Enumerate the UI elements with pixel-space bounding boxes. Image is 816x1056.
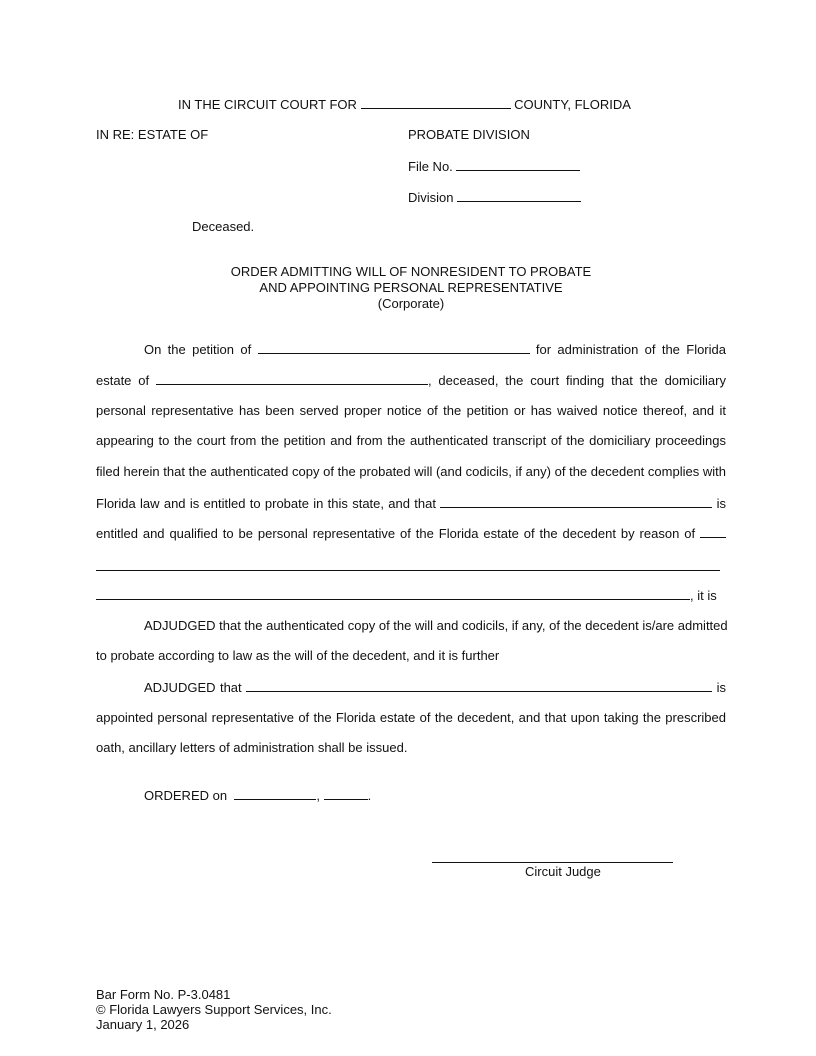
estate-of-text: estate of [96,373,150,388]
date-comma: , [316,788,320,803]
ordered-on-label: ORDERED on [144,788,228,803]
adjudged-that-text: ADJUDGED that [144,680,242,695]
adjudged-line-1: ADJUDGED that the authenticated copy of the will and codicils, if any, of the decedent is/are admitted [144,618,728,633]
in-re-label: IN RE: ESTATE OF [96,127,209,142]
probate-division-label: PROBATE DIVISION [408,127,530,142]
representative-blank[interactable] [440,495,712,508]
appointment-line-2: appointed personal representative of the Florida estate of the decedent, and that upon taking the prescribed [96,710,726,725]
copyright-notice: © Florida Lawyers Support Services, Inc. [96,1002,332,1017]
court-heading [178,96,631,113]
deceased-label: Deceased. [192,219,255,234]
administration-text: for administration of the Florida [535,342,726,357]
qualified-text: entitled and qualified to be personal representative of the Florida estate of the decedent by reason of [96,526,696,541]
court-heading-suffix: COUNTY, FLORIDA [514,97,631,112]
file-no-label: File No. [408,159,453,174]
appointment-line-3: oath, ancillary letters of administration shall be issued. [96,740,408,755]
division-label: Division [408,190,454,205]
appointee-blank[interactable] [246,679,712,692]
date-period: . [367,788,372,803]
judge-signature-line[interactable] [432,862,673,863]
body-line-5: filed herein that the authenticated copy of the probated will (and codicils, if any) of the decedent complies with [96,464,726,479]
file-no-row [408,158,580,175]
reason-blank-line-2[interactable] [96,570,720,571]
body-line-1 [144,341,726,358]
circuit-judge-label: Circuit Judge [525,864,601,879]
reason-blank-line-3[interactable] [96,587,690,600]
body-line-3: personal representative has been served proper notice of the petition or has waived notice thereof, and it [96,403,726,418]
florida-law-text: Florida law and is entitled to probate in this state, and that [96,496,436,511]
file-no-blank[interactable] [456,158,580,171]
body-line-7 [96,525,726,542]
order-year-blank[interactable] [324,787,368,800]
body-line-2 [96,372,726,389]
order-date-blank[interactable] [234,787,316,800]
decedent-blank[interactable] [156,372,428,385]
adjudged-line-2: to probate according to law as the will of the decedent, and it is further [96,648,500,663]
bar-form-number: Bar Form No. P-3.0481 [96,987,231,1002]
division-blank[interactable] [457,189,581,202]
petitioner-blank[interactable] [258,341,530,354]
court-heading-prefix: IN THE CIRCUIT COURT FOR [178,97,357,112]
reason-blank-start[interactable] [700,525,726,538]
body-line-9 [96,587,717,604]
is-text: is [716,496,726,511]
body-line-6 [96,495,726,512]
appointment-line-1 [144,679,726,696]
order-title-line2: AND APPOINTING PERSONAL REPRESENTATIVE [259,280,563,295]
county-blank[interactable] [361,96,511,109]
form-date: January 1, 2026 [96,1017,190,1032]
order-title-line3: (Corporate) [377,296,445,311]
ordered-on-row [144,787,371,804]
deceased-finding-text: , deceased, the court finding that the domiciliary [427,373,726,388]
it-is-text: , it is [690,588,717,603]
petition-text: On the petition of [144,342,252,357]
body-line-4: appearing to the court from the petition and from the authenticated transcript of the domiciliary proceedings [96,433,726,448]
order-title-line1: ORDER ADMITTING WILL OF NONRESIDENT TO PROBATE [230,264,592,279]
division-row [408,189,581,206]
is-text-2: is [716,680,726,695]
